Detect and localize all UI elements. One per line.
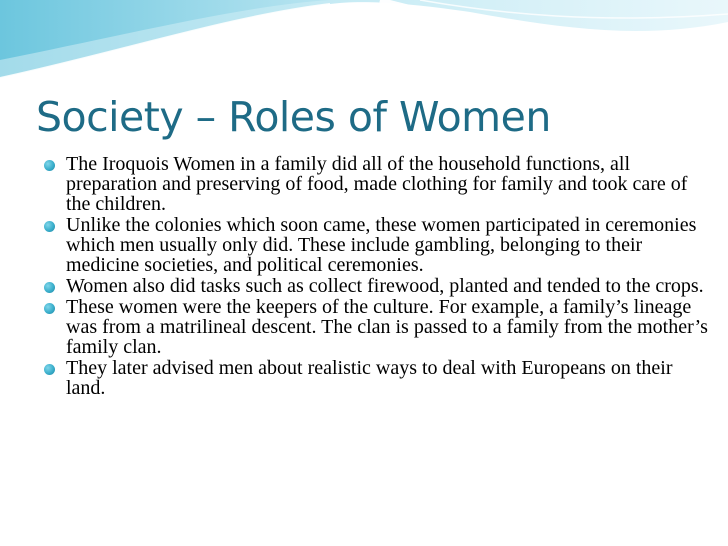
bullet-text: Women also did tasks such as collect firewood, planted and tended to the crops. [66, 275, 704, 297]
bullet-item-culture [44, 297, 714, 357]
bullet-text: They later advised men about realistic ways to deal with Europeans on their land. [66, 357, 673, 399]
wave-header-decoration [0, 0, 728, 90]
bullet-item-household [44, 154, 714, 214]
bullet-dot-icon [44, 282, 55, 293]
bullet-text: The Iroquois Women in a family did all of the household functions, all preparation and preserving of food, made clothing for family and took care of the children. [66, 153, 688, 215]
bullet-dot-icon [44, 303, 55, 314]
bullet-text: Unlike the colonies which soon came, these women participated in ceremonies which men usually only did. These include gambling, belonging to their medicine societies, and political ceremonies. [66, 214, 697, 276]
bullet-dot-icon [44, 364, 55, 375]
bullet-item-tasks [44, 276, 714, 296]
bullet-item-advised [44, 358, 714, 398]
bullet-list [44, 154, 714, 399]
slide-title: Society – Roles of Women [36, 93, 551, 141]
bullet-item-ceremonies [44, 215, 714, 275]
bullet-dot-icon [44, 221, 55, 232]
bullet-text: These women were the keepers of the culture. For example, a family’s lineage was from a matrilineal descent. The clan is passed to a family from the mother’s family clan. [66, 296, 708, 358]
bullet-dot-icon [44, 160, 55, 171]
